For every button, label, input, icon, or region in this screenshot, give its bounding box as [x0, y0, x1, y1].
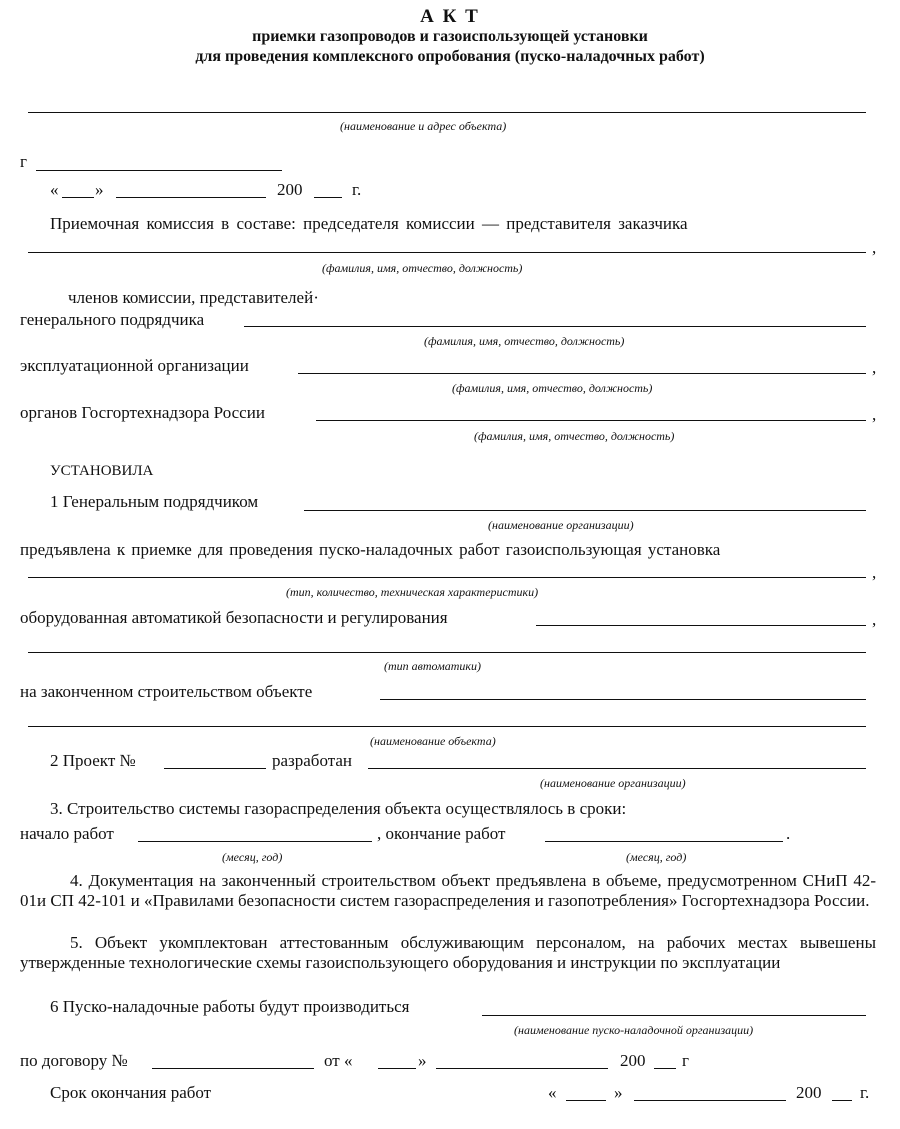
- item1-label: 1 Генеральным подрядчиком: [50, 492, 259, 511]
- item1-text: предъявлена к приемке для проведения пуско-наладочных работ газоиспользующая установка: [20, 540, 721, 559]
- gosgortekhnadzor-comma: ,: [872, 405, 877, 424]
- project-developer-field[interactable]: [368, 768, 866, 769]
- chairman-comma: ,: [872, 238, 877, 257]
- deadline-month-field[interactable]: [634, 1100, 786, 1101]
- object-name-address-caption: (наименование и адрес объекта): [340, 119, 507, 133]
- end-works-label: , окончание работ: [377, 824, 506, 843]
- contract-quote-close: »: [418, 1051, 427, 1070]
- deadline-label: Срок окончания работ: [50, 1083, 212, 1102]
- commission-intro: Приемочная комиссия в составе: председателя комиссии — представителя заказчика: [50, 214, 688, 233]
- operating-org-field[interactable]: [298, 373, 866, 374]
- date-day-field[interactable]: [62, 197, 94, 198]
- automation-comma: ,: [872, 610, 877, 629]
- item3-text: 3. Строительство системы газораспределения объекта осуществлялось в сроки:: [50, 799, 627, 818]
- chairman-caption: (фамилия, имя, отчество, должность): [322, 261, 523, 275]
- completed-object-field-2[interactable]: [28, 726, 866, 727]
- item2-label: 2 Проект №: [50, 751, 136, 770]
- contract-number-field[interactable]: [152, 1068, 314, 1069]
- project-number-field[interactable]: [164, 768, 266, 769]
- completed-object-label: на законченном строительством объекте: [20, 682, 313, 701]
- deadline-year-field[interactable]: [832, 1100, 852, 1101]
- date-month-field[interactable]: [116, 197, 266, 198]
- date-year-suffix: г.: [352, 180, 362, 199]
- gosgortekhnadzor-field[interactable]: [316, 420, 866, 421]
- general-contractor-caption: (фамилия, имя, отчество, должность): [424, 334, 625, 348]
- date-close-quote: »: [95, 180, 104, 199]
- end-works-period: .: [786, 824, 791, 843]
- document-subtitle-line1: приемки газопроводов и газоиспользующей установки: [252, 28, 648, 45]
- item6-text: 6 Пуско-наладочные работы будут производиться: [50, 997, 410, 1016]
- automation-field[interactable]: [536, 625, 866, 626]
- chairman-field[interactable]: [28, 252, 866, 253]
- contract-day-field[interactable]: [378, 1068, 416, 1069]
- date-year-prefix: 200: [277, 180, 303, 199]
- item4-paragraph: [20, 871, 876, 911]
- item5-text: 5. Объект укомплектован аттестованным обслуживающим персоналом, на рабочих местах вывешены утвержденные технологические схемы газоиспользующего оборудования и инструкции по эксплуатации: [20, 933, 876, 972]
- contract-from-label: от «: [324, 1051, 353, 1070]
- date-open-quote: «: [50, 180, 59, 199]
- document-title: А К Т: [420, 6, 480, 27]
- city-field[interactable]: [36, 170, 282, 171]
- deadline-day-field[interactable]: [566, 1100, 606, 1101]
- contract-year-field[interactable]: [654, 1068, 676, 1069]
- completed-object-field[interactable]: [380, 699, 866, 700]
- object-name-address-field[interactable]: [28, 112, 866, 113]
- contract-no-label: по договору №: [20, 1051, 128, 1070]
- operating-org-label: эксплуатационной организации: [20, 356, 249, 375]
- object-name-caption: (наименование объекта): [370, 734, 496, 748]
- deadline-open-quote: «: [548, 1083, 557, 1102]
- automation-caption: (тип автоматики): [384, 659, 482, 673]
- gosgortekhnadzor-label: органов Госгортехнадзора России: [20, 403, 265, 422]
- item1-org-caption: (наименование организации): [488, 518, 634, 532]
- end-works-caption: (месяц, год): [626, 850, 687, 864]
- installation-spec-caption: (тип, количество, техническая характеристики): [286, 585, 539, 599]
- automation-field-2[interactable]: [28, 652, 866, 653]
- city-prefix: г: [20, 152, 27, 171]
- operating-org-caption: (фамилия, имя, отчество, должность): [452, 381, 653, 395]
- deadline-close-quote: »: [614, 1083, 623, 1102]
- contract-month-field[interactable]: [436, 1068, 608, 1069]
- item5-paragraph: [20, 933, 876, 973]
- equipped-with-label: оборудованная автоматикой безопасности и регулирования: [20, 608, 448, 627]
- operating-org-comma: ,: [872, 358, 877, 377]
- document-subtitle-line2: для проведения комплексного опробования (пуско-наладочных работ): [195, 48, 705, 65]
- gosgortekhnadzor-caption: (фамилия, имя, отчество, должность): [474, 429, 675, 443]
- project-developer-caption: (наименование организации): [540, 776, 686, 790]
- start-works-label: начало работ: [20, 824, 114, 843]
- commissioning-org-caption: (наименование пуско-наладочной организации): [514, 1023, 754, 1037]
- contract-year-prefix: 200: [620, 1051, 646, 1070]
- start-works-caption: (месяц, год): [222, 850, 283, 864]
- members-intro: членов комиссии, представителей·: [68, 288, 319, 307]
- installation-spec-comma: ,: [872, 563, 877, 582]
- date-year-field[interactable]: [314, 197, 342, 198]
- item4-text: 4. Документация на законченный строительством объект предъявлена в объеме, предусмотренном СНиП 42-01и СП 42-101 и «Правилами безопасности систем газораспределения и газопотребления» Госгортехнадзора России.: [20, 871, 876, 910]
- general-contractor-field[interactable]: [244, 326, 866, 327]
- end-works-field[interactable]: [545, 841, 783, 842]
- installation-spec-field[interactable]: [28, 577, 866, 578]
- start-works-field[interactable]: [138, 841, 372, 842]
- item2-developed: разработан: [272, 751, 353, 770]
- general-contractor-label: генерального подрядчика: [20, 310, 205, 329]
- established-heading: УСТАНОВИЛА: [50, 463, 154, 479]
- commissioning-org-field[interactable]: [482, 1015, 866, 1016]
- item1-contractor-field[interactable]: [304, 510, 866, 511]
- deadline-year-prefix: 200: [796, 1083, 822, 1102]
- deadline-year-suffix: г.: [860, 1083, 870, 1102]
- contract-year-suffix: г: [682, 1051, 689, 1070]
